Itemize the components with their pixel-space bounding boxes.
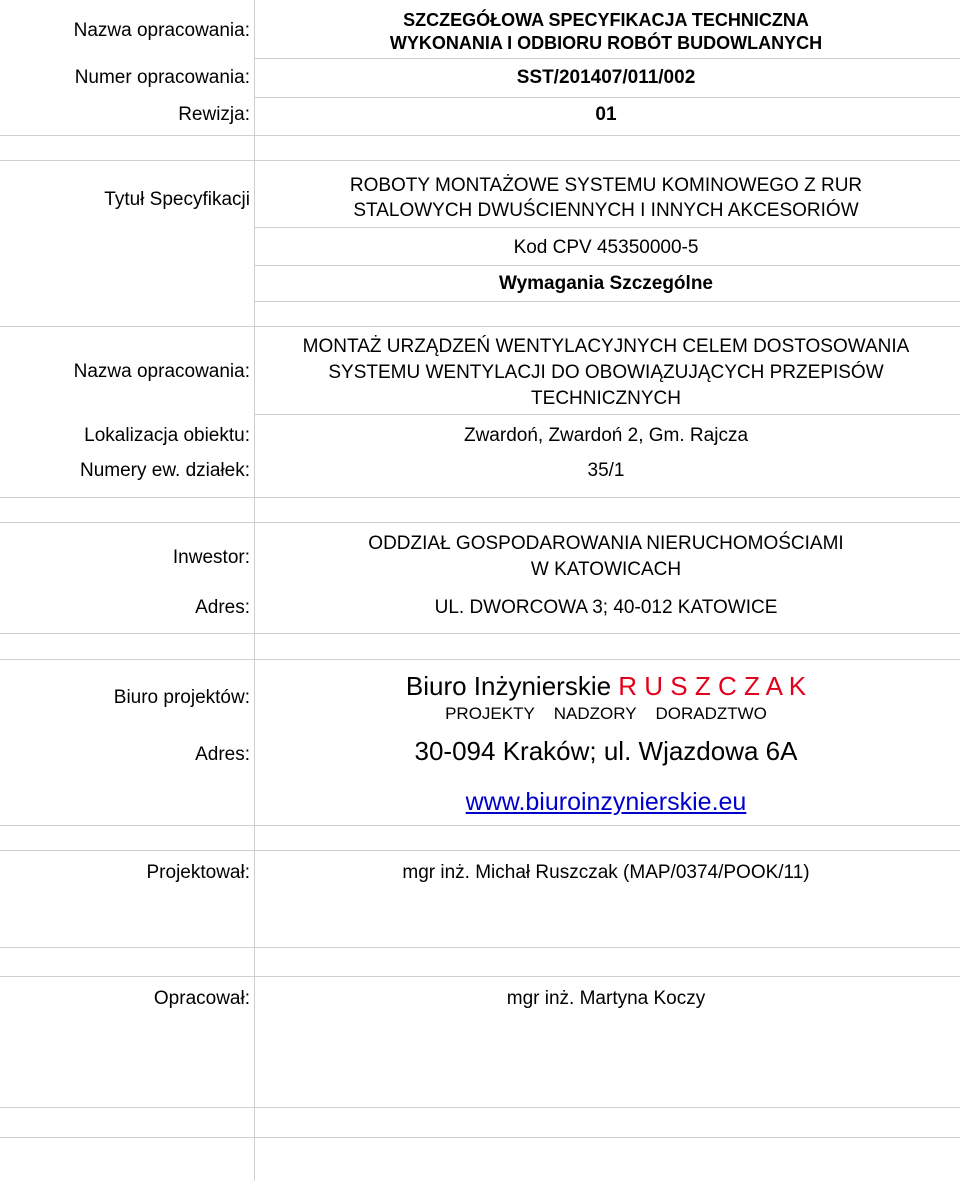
row-divider bbox=[0, 976, 960, 977]
column-divider bbox=[254, 0, 255, 1181]
office-address-label: Adres: bbox=[195, 744, 250, 765]
document-title-line1: SZCZEGÓŁOWA SPECYFIKACJA TECHNICZNA bbox=[403, 10, 809, 30]
preparer-label: Opracował: bbox=[153, 988, 250, 1009]
row-divider bbox=[0, 825, 960, 826]
revision-label: Rewizja: bbox=[178, 104, 250, 125]
designer-label: Projektował: bbox=[146, 862, 250, 883]
document-number-label: Numer opracowania: bbox=[74, 67, 250, 88]
project-name-line1: MONTAŻ URZĄDZEŃ WENTYLACYJNYCH CELEM DOSTOSOWANIA bbox=[302, 336, 910, 357]
investor-address-label: Adres: bbox=[195, 597, 250, 618]
office-address-value: 30-094 Kraków; ul. Wjazdowa 6A bbox=[414, 736, 798, 766]
row-divider bbox=[254, 301, 960, 302]
row-divider bbox=[0, 160, 960, 161]
parcels-value: 35/1 bbox=[587, 460, 625, 481]
parcels-label: Numery ew. działek: bbox=[79, 460, 250, 481]
row-divider bbox=[0, 850, 960, 851]
investor-name-line2: W KATOWICACH bbox=[530, 559, 682, 580]
project-name-line2: SYSTEMU WENTYLACJI DO OBOWIĄZUJĄCYCH PRZEPISÓW bbox=[328, 362, 884, 383]
special-requirements: Wymagania Szczególne bbox=[499, 273, 713, 294]
row-divider bbox=[0, 1137, 960, 1138]
preparer-value: mgr inż. Martyna Koczy bbox=[506, 988, 706, 1009]
location-value: Zwardoń, Zwardoń 2, Gm. Rajcza bbox=[463, 425, 749, 446]
row-divider bbox=[254, 414, 960, 415]
specification-title-line1: ROBOTY MONTAŻOWE SYSTEMU KOMINOWEGO Z RUR bbox=[349, 175, 863, 196]
document-title-line2: WYKONANIA I ODBIORU ROBÓT BUDOWLANYCH bbox=[389, 33, 823, 53]
office-website-link[interactable]: www.biuroinzynierskie.eu bbox=[465, 788, 747, 816]
document-name-label: Nazwa opracowania: bbox=[73, 20, 250, 41]
row-divider bbox=[254, 97, 960, 98]
row-divider bbox=[0, 633, 960, 634]
row-divider bbox=[0, 947, 960, 948]
cpv-code: Kod CPV 45350000-5 bbox=[513, 237, 699, 258]
revision-value: 01 bbox=[595, 104, 617, 125]
row-divider bbox=[254, 265, 960, 266]
row-divider bbox=[0, 135, 960, 136]
service-item: NADZORY bbox=[553, 704, 637, 723]
specification-title-line2: STALOWYCH DWUŚCIENNYCH I INNYCH AKCESORIÓW bbox=[353, 200, 859, 221]
row-divider bbox=[0, 659, 960, 660]
investor-label: Inwestor: bbox=[172, 547, 250, 568]
row-divider bbox=[0, 522, 960, 523]
design-office-name bbox=[256, 671, 956, 702]
service-item: DORADZTWO bbox=[655, 704, 767, 723]
office-name-prefix: Biuro Inżynierskie bbox=[405, 671, 612, 701]
investor-address-value: UL. DWORCOWA 3; 40-012 KATOWICE bbox=[434, 597, 778, 618]
office-brand-name: R U S Z C Z A K bbox=[618, 671, 807, 701]
row-divider bbox=[254, 227, 960, 228]
row-divider bbox=[254, 58, 960, 59]
designer-value: mgr inż. Michał Ruszczak (MAP/0374/POOK/11) bbox=[402, 862, 810, 883]
office-services bbox=[256, 704, 956, 724]
investor-name-line1: ODDZIAŁ GOSPODAROWANIA NIERUCHOMOŚCIAMI bbox=[368, 533, 844, 554]
specification-title-label: Tytuł Specyfikacji bbox=[104, 189, 250, 210]
project-name-line3: TECHNICZNYCH bbox=[531, 388, 681, 409]
row-divider bbox=[0, 326, 960, 327]
row-divider bbox=[0, 1107, 960, 1108]
project-name-label: Nazwa opracowania: bbox=[73, 361, 250, 382]
service-item: PROJEKTY bbox=[445, 704, 535, 723]
row-divider bbox=[0, 497, 960, 498]
design-office-label: Biuro projektów: bbox=[113, 687, 250, 708]
document-number-value: SST/201407/011/002 bbox=[516, 67, 696, 88]
location-label: Lokalizacja obiektu: bbox=[84, 425, 250, 446]
